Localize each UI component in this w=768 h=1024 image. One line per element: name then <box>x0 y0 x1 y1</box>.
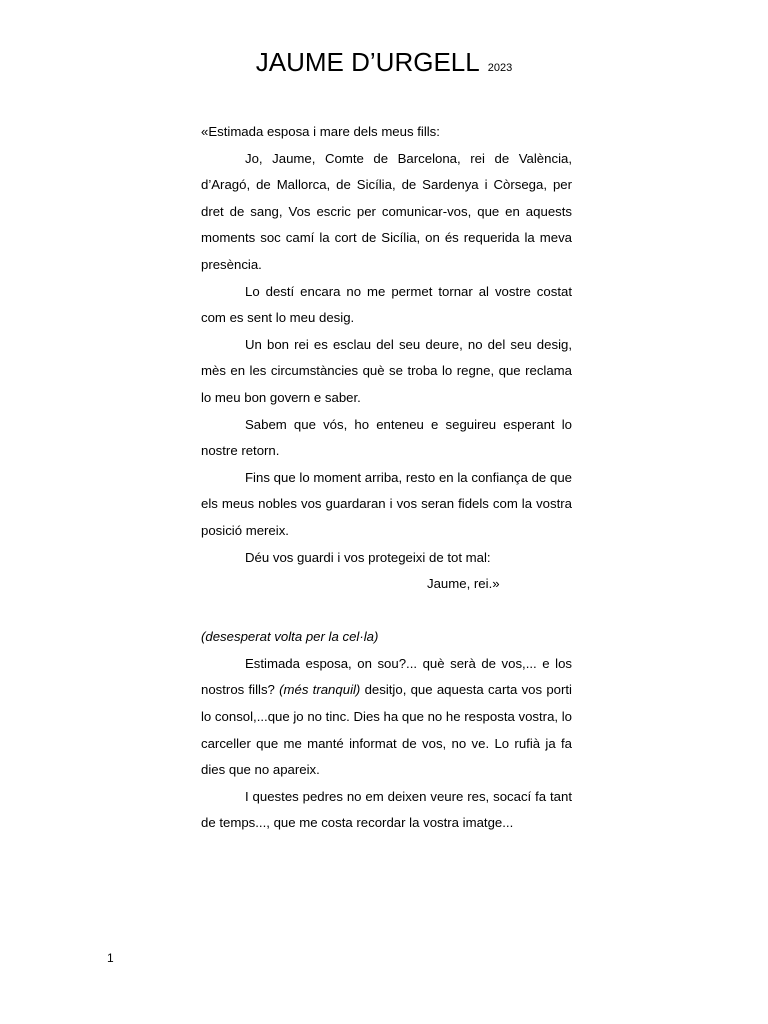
page-number: 1 <box>107 951 114 965</box>
letter-salutation: «Estimada esposa i mare dels meus fills: <box>201 124 440 139</box>
monologue-text: Estimada esposa, on sou?... què serà de vos,... e los nostros fills? <box>201 655 572 698</box>
title-text: JAUME D’URGELL <box>255 47 480 77</box>
monologue-paragraph <box>201 651 572 784</box>
page-title <box>0 44 768 86</box>
stage-direction: (desesperat volta per la cel·la) <box>201 629 379 645</box>
monologue-paragraph: I questes pedres no em deixen veure res, socací fa tant de temps..., que me costa recordar la vostra imatge... <box>201 788 572 831</box>
letter-signature: Jaume, rei.» <box>427 576 500 592</box>
letter-paragraph: Lo destí encara no me permet tornar al vostre costat com es sent lo meu desig. <box>201 283 572 326</box>
letter-paragraph: Jo, Jaume, Comte de Barcelona, rei de València, d’Aragó, de Mallorca, de Sicília, de Sardenya i Còrsega, per dret de sang, Vos escric per comunicar-vos, que en aquests moments soc camí la cort de Sicília, on és requerida la meva presència. <box>201 150 572 272</box>
letter-paragraph: Fins que lo moment arriba, resto en la confiança de que els meus nobles vos guardaran i vos seran fidels com la vostra posició mereix. <box>201 469 572 538</box>
monologue-text: desitjo, que aquesta carta vos porti lo consol,...que jo no tinc. Dies ha que no he resposta vostra, lo carceller que me manté informat de vos, no ve. Lo rufià ja fa dies que no apareix. <box>201 682 572 778</box>
letter-paragraph: Un bon rei es esclau del seu deure, no del seu desig, mès en les circumstàncies què se troba lo regne, que reclama lo meu bon govern e saber. <box>201 336 572 405</box>
blank-line <box>201 598 572 625</box>
letter-paragraph: Déu vos guardi i vos protegeixi de tot mal: <box>245 549 491 565</box>
document-body <box>201 119 572 837</box>
title-year: 2023 <box>487 62 513 74</box>
inline-stage-direction: (més tranquil) <box>279 682 361 698</box>
letter-paragraph: Sabem que vós, ho enteneu e seguireu esperant lo nostre retorn. <box>201 416 572 459</box>
